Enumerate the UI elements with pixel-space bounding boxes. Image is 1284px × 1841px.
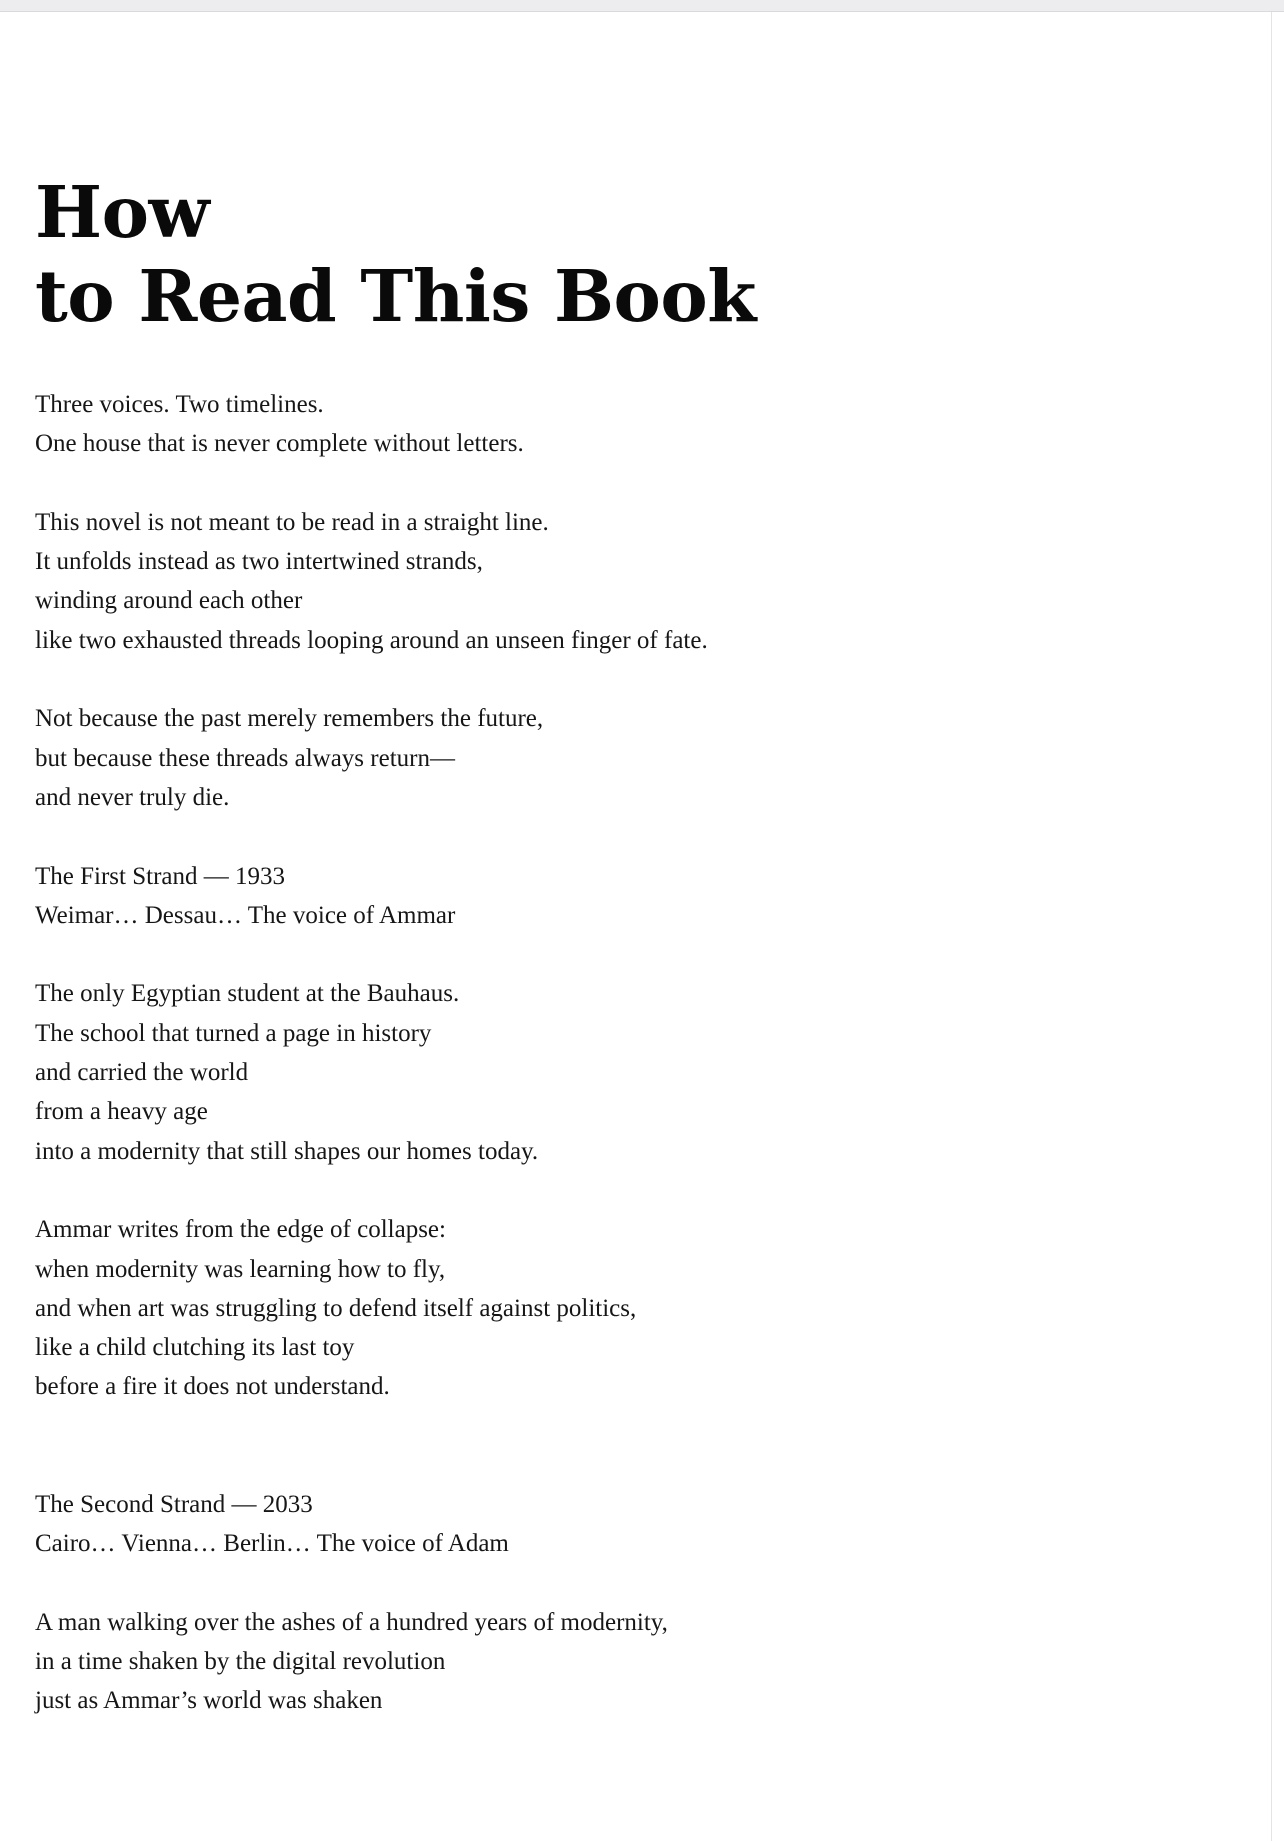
text-line: like a child clutching its last toy [35, 1334, 355, 1362]
document-page [0, 12, 1270, 1841]
text-line: The only Egyptian student at the Bauhaus. [35, 980, 460, 1008]
text-line: The First Strand — 1933 [35, 862, 285, 890]
text-line: in a time shaken by the digital revolution [35, 1647, 446, 1675]
text-line: The Second Strand — 2033 [35, 1490, 313, 1518]
body-text [35, 385, 1215, 1760]
text-line: just as Ammar’s world was shaken [35, 1687, 383, 1715]
text-line: but because these threads always return— [35, 744, 455, 772]
stanza-bauhaus [35, 974, 1215, 1170]
text-line: The school that turned a page in history [35, 1019, 432, 1047]
text-line: This novel is not meant to be read in a straight line. [35, 508, 549, 536]
browser-top-bar [0, 0, 1284, 12]
text-line: Not because the past merely remembers the future, [35, 705, 544, 733]
text-line: and carried the world [35, 1059, 249, 1087]
text-line: and when art was struggling to defend itself against politics, [35, 1294, 637, 1322]
text-line: from a heavy age [35, 1098, 208, 1126]
text-line: before a fire it does not understand. [35, 1373, 390, 1401]
stanza-intro [35, 385, 1215, 464]
title-line: How [35, 170, 210, 254]
title-line: to Read This Book [35, 254, 756, 338]
stanza-first-strand-heading [35, 857, 1215, 936]
stanza-structure [35, 503, 1215, 660]
stanza-adam [35, 1603, 1215, 1721]
text-line: Three voices. Two timelines. [35, 391, 324, 418]
text-line: One house that is never complete without letters. [35, 430, 524, 458]
text-line: and never truly die. [35, 783, 230, 811]
text-line: Weimar… Dessau… The voice of Ammar [35, 901, 456, 929]
text-line: like two exhausted threads looping around an unseen finger of fate. [35, 626, 708, 654]
stanza-ammar [35, 1210, 1215, 1406]
text-line: into a modernity that still shapes our homes today. [35, 1137, 539, 1165]
text-line: It unfolds instead as two intertwined strands, [35, 548, 483, 576]
text-line: A man walking over the ashes of a hundred years of modernity, [35, 1608, 668, 1636]
text-line: Ammar writes from the edge of collapse: [35, 1216, 446, 1244]
text-line: Cairo… Vienna… Berlin… The voice of Adam [35, 1530, 509, 1558]
page-right-edge [1271, 12, 1284, 1841]
text-line: winding around each other [35, 587, 303, 615]
text-line: when modernity was learning how to fly, [35, 1255, 446, 1283]
stanza-threads [35, 699, 1215, 817]
stanza-second-strand-heading [35, 1485, 1215, 1564]
page-title [35, 170, 756, 338]
